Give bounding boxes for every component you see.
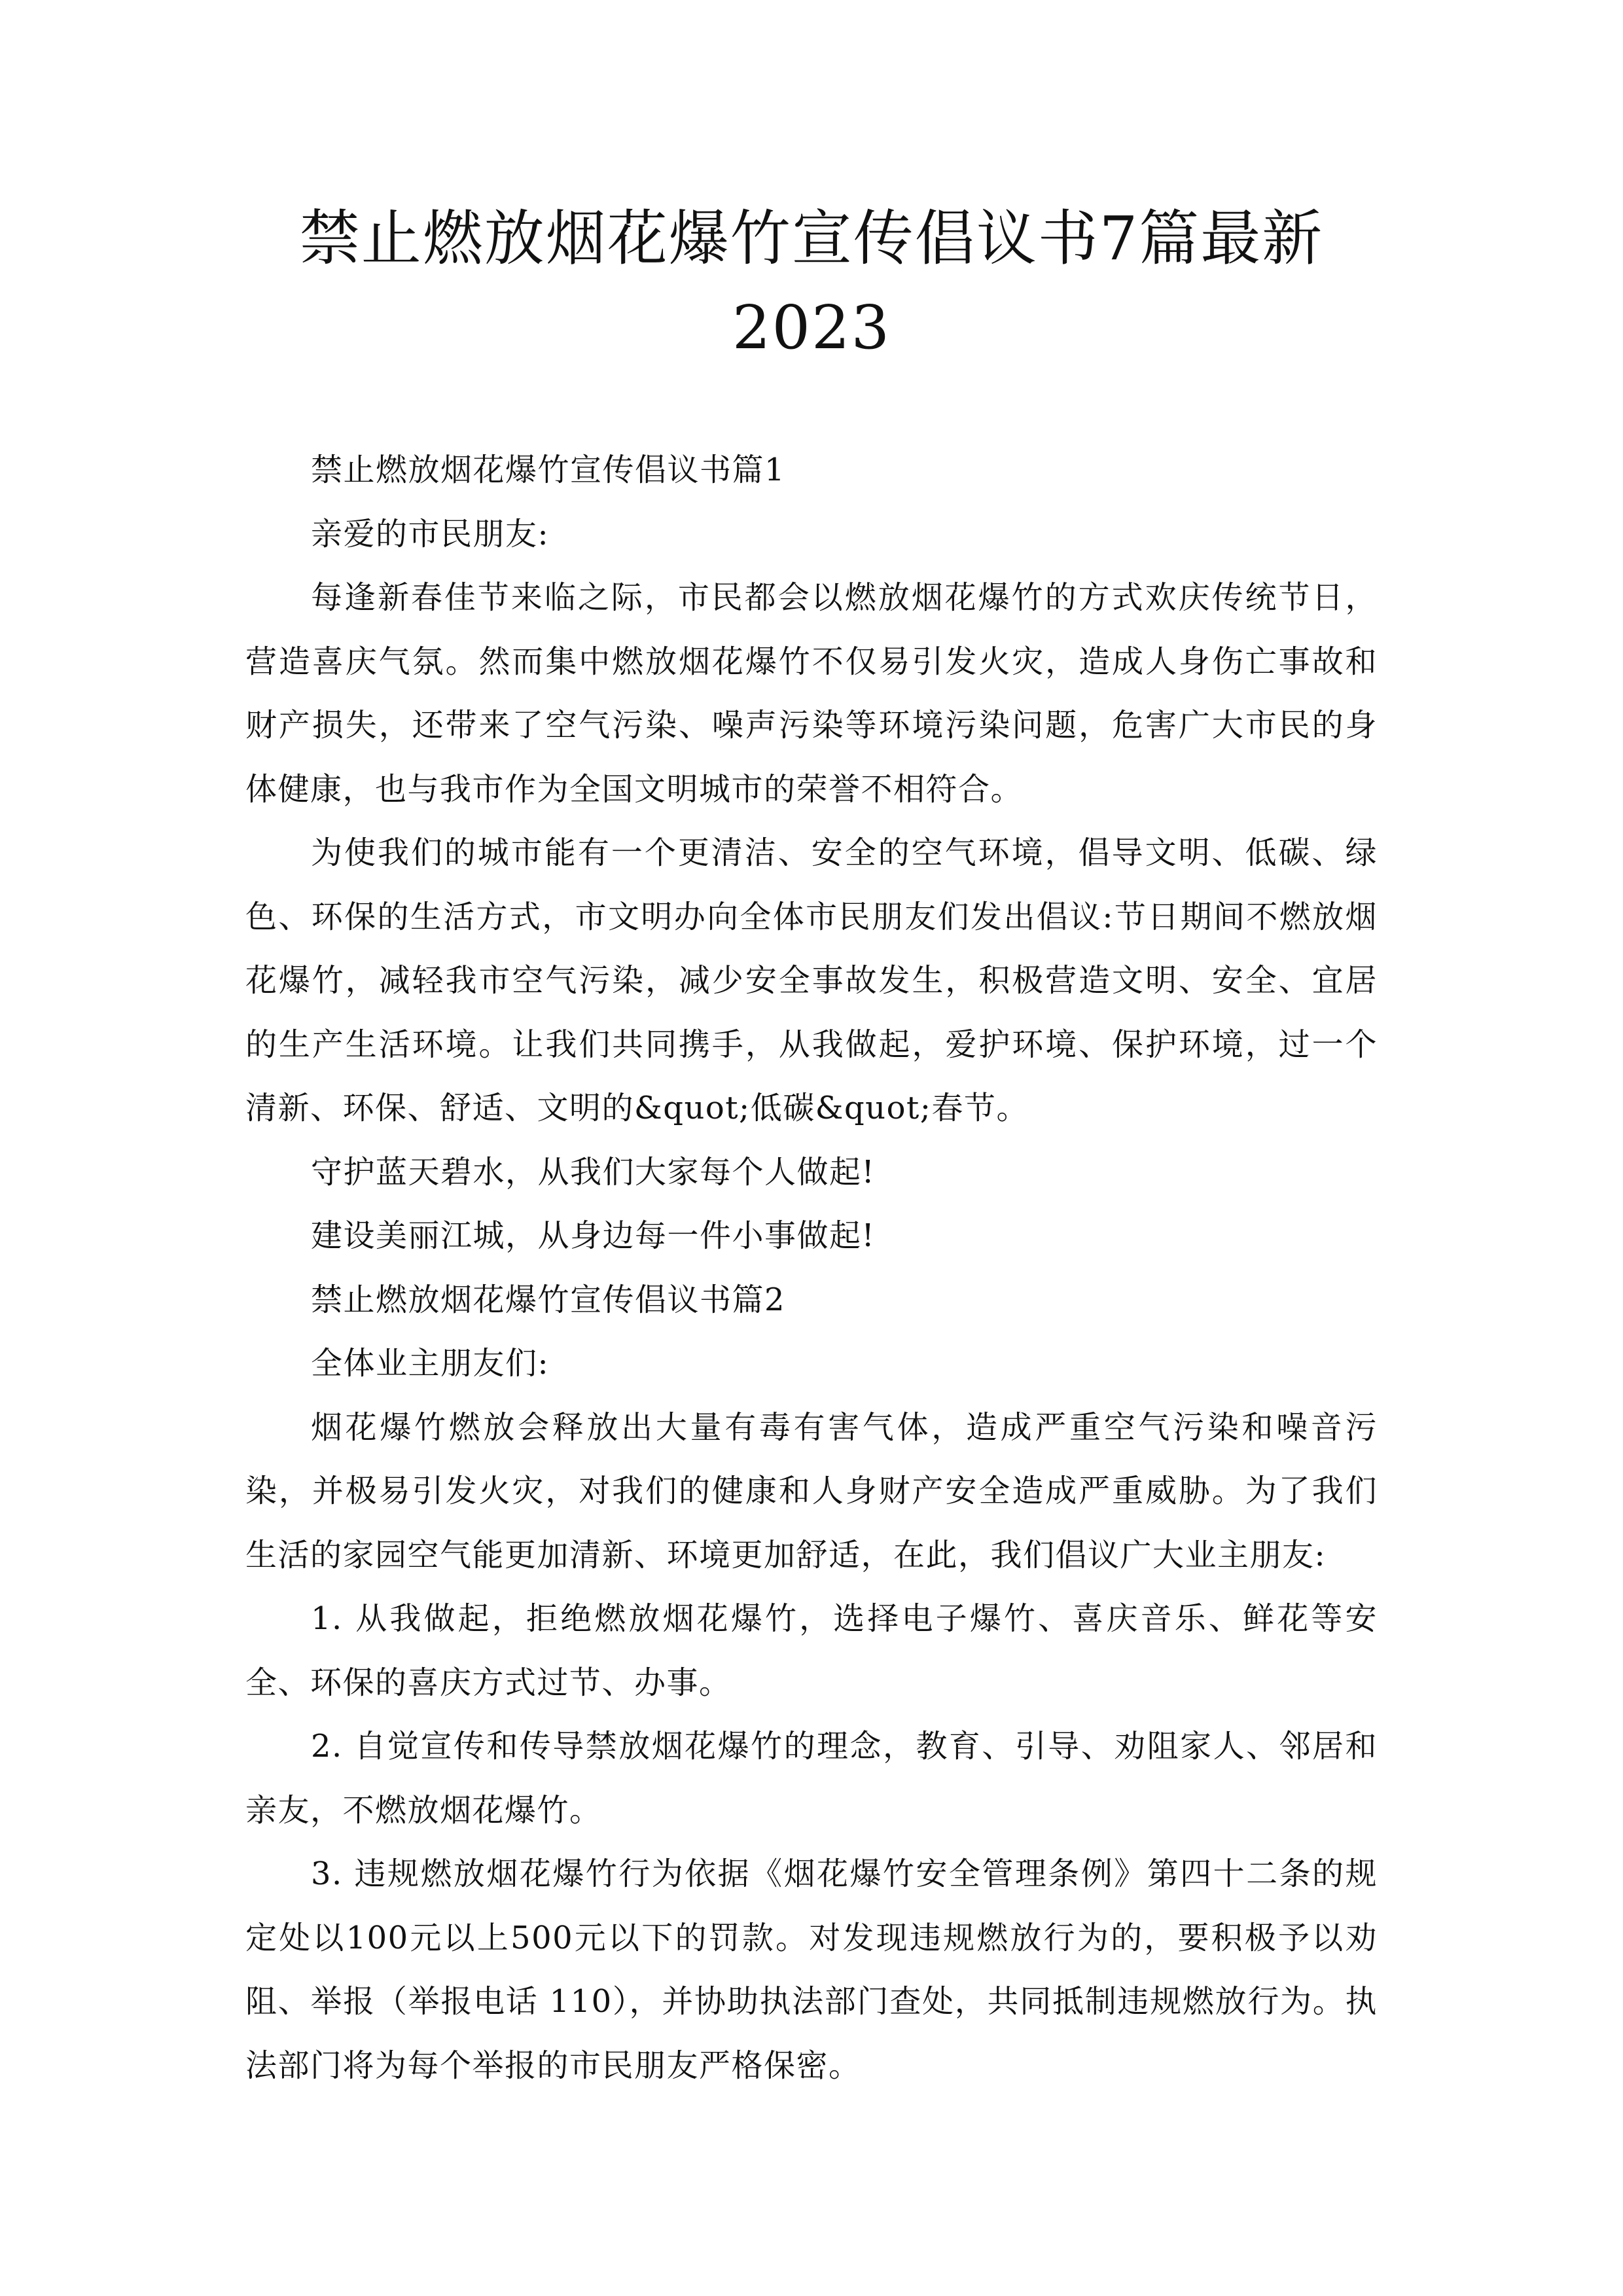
- paragraph: 为使我们的城市能有一个更清洁、安全的空气环境，倡导文明、低碳、绿色、环保的生活方式，市文明办向全体市民朋友们发出倡议:节日期间不燃放烟花爆竹，减轻我市空气污染，减少安全事故发生，积极营造文明、安全、宜居的生产生活环境。让我们共同携手，从我做起，爱护环境、保护环境，过一个清新、环保、舒适、文明的&quot;低碳&quot;春节。: [245, 834, 1378, 1126]
- paragraph: 每逢新春佳节来临之际，市民都会以燃放烟花爆竹的方式欢庆传统节日，营造喜庆气氛。然而集中燃放烟花爆竹不仅易引发火灾，造成人身伤亡事故和财产损失，还带来了空气污染、噪声污染等环境污染问题，危害广大市民的身体健康，也与我市作为全国文明城市的荣誉不相符合。: [245, 579, 1378, 808]
- slogan: 守护蓝天碧水，从我们大家每个人做起!: [311, 1153, 876, 1191]
- slogan: 建设美丽江城，从身边每一件小事做起!: [311, 1217, 876, 1254]
- salutation-2: 全体业主朋友们:: [311, 1345, 550, 1382]
- list-item: 1. 从我做起，拒绝燃放烟花爆竹，选择电子爆竹、喜庆音乐、鲜花等安全、环保的喜庆方式过节、办事。: [245, 1600, 1378, 1701]
- section-heading-1: 禁止燃放烟花爆竹宣传倡议书篇1: [311, 452, 786, 488]
- section-heading-2: 禁止燃放烟花爆竹宣传倡议书篇2: [311, 1281, 786, 1318]
- paragraph: 烟花爆竹燃放会释放出大量有毒有害气体，造成严重空气污染和噪音污染，并极易引发火灾，对我们的健康和人身财产安全造成严重威胁。为了我们生活的家园空气能更加清新、环境更加舒适，在此，我们倡议广大业主朋友:: [245, 1408, 1378, 1573]
- document-body: [245, 439, 1378, 2098]
- list-item: 3. 违规燃放烟花爆竹行为依据《烟花爆竹安全管理条例》第四十二条的规定处以100元以上500元以下的罚款。对发现违规燃放行为的，要积极予以劝阻、举报（举报电话 110），并协助执法部门查处，共同抵制违规燃放行为。执法部门将为每个举报的市民朋友严格保密。: [245, 1856, 1378, 2084]
- list-item: 2. 自觉宣传和传导禁放烟花爆竹的理念，教育、引导、劝阻家人、邻居和亲友，不燃放烟花爆竹。: [245, 1728, 1378, 1829]
- title-line-1: 禁止燃放烟花爆竹宣传倡议书7篇最新: [299, 204, 1324, 274]
- title-line-2: 2023: [732, 293, 891, 363]
- document-title: [196, 196, 1427, 370]
- salutation-1: 亲爱的市民朋友:: [311, 515, 550, 552]
